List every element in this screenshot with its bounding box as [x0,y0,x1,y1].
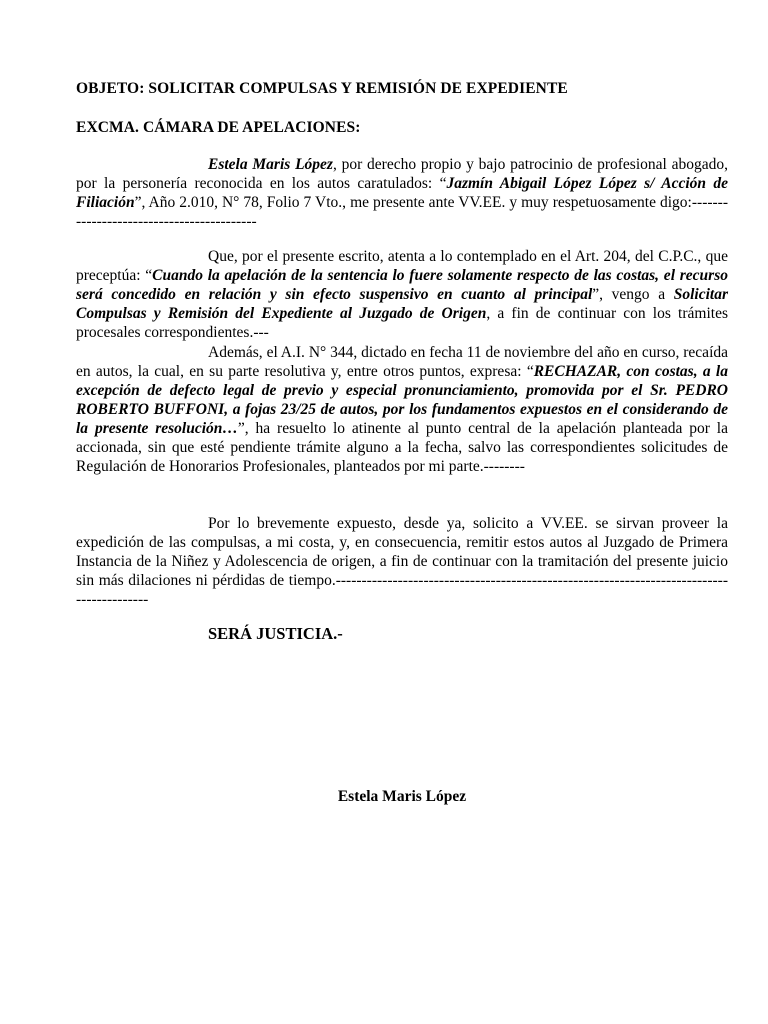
p2-text-1: Que, por el presente escrito, atenta a lo contemplado en el Art. 204, del C.P.C., que preceptúa: “ [76,248,728,284]
p2-text-3: , a fin de continuar con los trámites procesales correspondientes.--- [76,305,728,341]
party-name: Estela Maris López [208,156,333,173]
paragraph-presentation [76,155,728,231]
p1-text-1: , por derecho propio y bajo patrocinio de profesional abogado, por la personería reconocida en los autos caratulados: “ [76,156,728,192]
p1-text-2: ”, Año 2.010, N° 78, Folio 7 Vto., me presente ante VV.EE. y muy respetuosamente digo:------------------------------------------ [76,194,728,230]
p2-text-2: ”, vengo a [592,286,674,303]
closing-formula: SERÁ JUSTICIA.- [208,624,343,643]
p4-text: Por lo brevemente expuesto, desde ya, solicito a VV.EE. se sirvan proveer la expedición de las compulsas, a mi costa, y, en consecuencia, remitir estos autos al Juzgado de Primera Instancia de la Niñez y Adolescencia de origen, a fin de continuar con la tramitación del presente juicio sin más dilaciones ni pérdidas de tiempo.------------------------------------------------------------------------------------------ [76,515,728,608]
p3-text-2: ”, ha resuelto lo atinente al punto central de la apelación planteada por la accionada, sin que esté pendiente trámite alguno a la fecha, salvo las correspondientes solicitudes de Regulación de Honorarios Profesionales, planteados por mi parte.-------- [76,420,728,475]
article-quote: Cuando la apelación de la sentencia lo fuere solamente respecto de las costas, el recurso será concedido en relación y sin efecto suspensivo en cuanto al principal [76,267,728,303]
camara-heading: EXCMA. CÁMARA DE APELACIONES: [76,119,361,136]
signature-name: Estela Maris López [337,788,467,805]
p3-text-1: Además, el A.I. N° 344, dictado en fecha 11 de noviembre del año en curso, recaída en autos, la cual, en su parte resolutiva y, entre otros puntos, expresa: “ [76,344,728,380]
paragraph-article-204 [76,247,728,342]
paragraph-petition [76,514,728,609]
resolution-quote: RECHAZAR, con costas, a la excepción de defecto legal de previo y especial pronunciamiento, promovida por el Sr. PEDRO ROBERTO BUFFONI, a fojas 23/25 de autos, por los fundamentos expuestos en el considerando de la presente resolución… [76,363,728,437]
request-phrase: Solicitar Compulsas y Remisión del Expediente al Juzgado de Origen [76,286,728,322]
objeto-heading: OBJETO: SOLICITAR COMPULSAS Y REMISIÓN DE EXPEDIENTE [76,80,568,97]
case-title: Jazmín Abigail López López s/ Acción de Filiación [76,175,728,211]
paragraph-auto-interlocutorio [76,343,728,476]
signature-block [0,788,768,806]
